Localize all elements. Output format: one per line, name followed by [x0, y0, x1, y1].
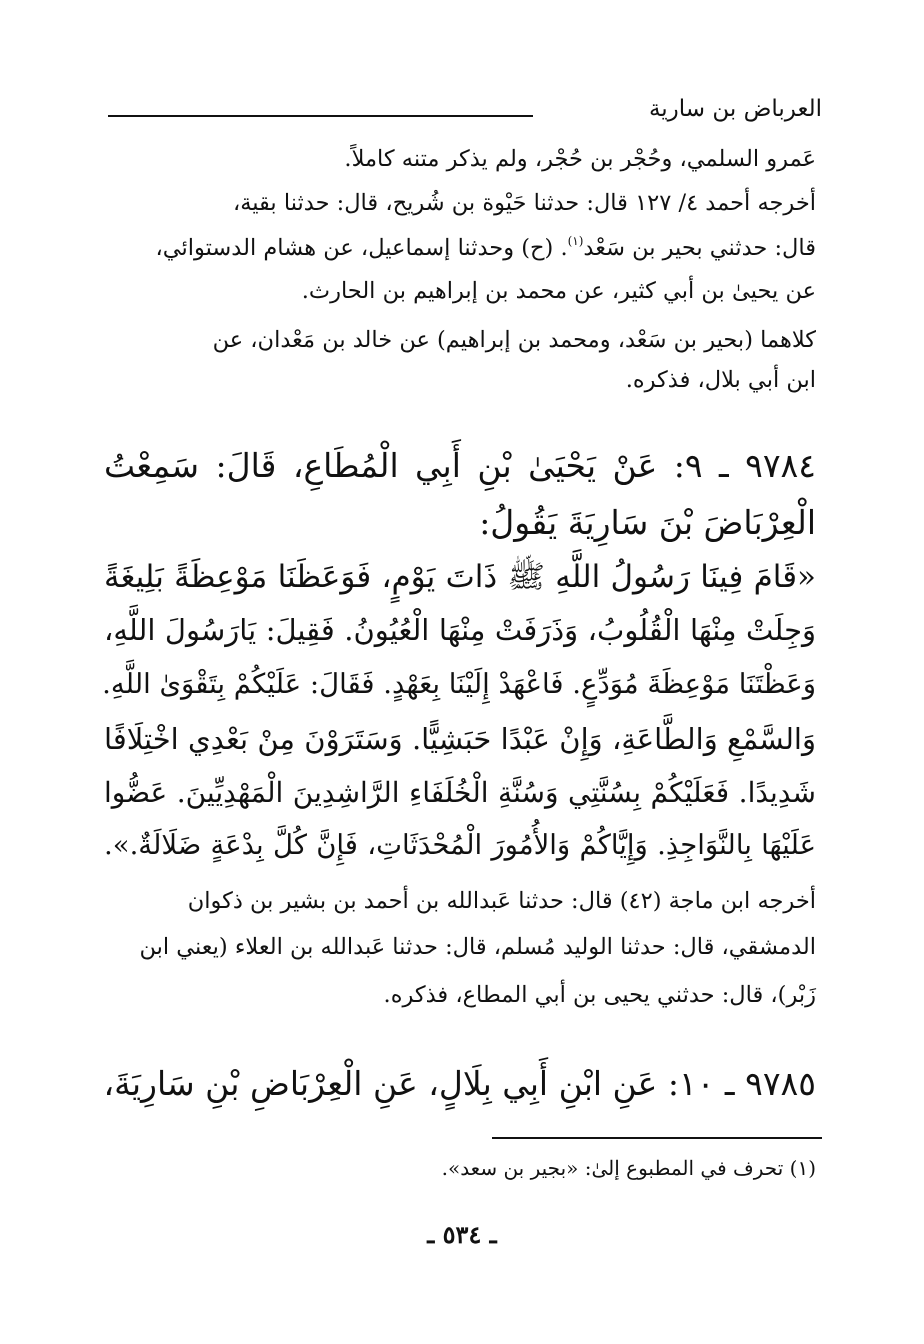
footnote-number: (١): [789, 1156, 816, 1180]
hadith-9784-matn-2: وَجِلَتْ مِنْهَا الْقُلُوبُ، وَذَرَفَتْ مِنْهَا الْعُيُونُ. فَقِيلَ: يَارَسُولَ اللَّهِ،: [104, 613, 816, 647]
header-rule: [108, 115, 533, 117]
hadith-9784-matn-1: «قَامَ فِينَا رَسُولُ اللَّهِ ﷺ ذَاتَ يَوْمٍ، فَوَعَظَنَا مَوْعِظَةً بَلِيغَةً: [104, 559, 816, 595]
footnote-text: تحرف في المطبوع إلىٰ: «بجير بن سعد».: [441, 1156, 784, 1180]
top-text-line-1: عَمرو السلمي، وحُجْر بن حُجْر، ولم يذكر متنه كاملاً.: [344, 146, 816, 172]
hadith-9784-heading-2: الْعِرْبَاضَ بْنَ سَارِيَةَ يَقُولُ:: [479, 503, 816, 542]
top-text-line-5: كلاهما (بحير بن سَعْد، ومحمد بن إبراهيم) عن خالد بن مَعْدان، عن: [212, 327, 816, 353]
top-text-line-4: عن يحيىٰ بن أبي كثير، عن محمد بن إبراهيم بن الحارث.: [301, 278, 816, 304]
top-text-line-3b: . (ح) وحدثنا إسماعيل، عن هشام الدستوائي،: [155, 235, 568, 261]
footnote-marker: (١): [567, 234, 584, 248]
takhrij-line-3: زَبْر)، قال: حدثني يحيى بن أبي المطاع، فذكره.: [383, 982, 816, 1008]
top-text-line-3a: قال: حدثني بحير بن سَعْد: [583, 235, 816, 261]
top-text-line-3: [155, 234, 816, 261]
hadith-9784-matn-5: شَدِيدًا. فَعَلَيْكُمْ بِسُنَّتِي وَسُنَّةِ الْخُلَفَاءِ الرَّاشِدِينَ الْمَهْدِيِّينَ. عَضُّوا: [104, 776, 816, 809]
page-number: ـ ٥٣٤ ـ: [427, 1220, 497, 1249]
hadith-9784-heading-1: ٩٧٨٤ ـ ٩: عَنْ يَحْيَىٰ بْنِ أَبِي الْمُطَاعِ، قَالَ: سَمِعْتُ: [104, 446, 817, 485]
takhrij-line-1: أخرجه ابن ماجة (٤٢) قال: حدثنا عَبدالله بن أحمد بن بشير بن ذكوان: [187, 888, 816, 914]
hadith-9784-matn-4: وَالسَّمْعِ وَالطَّاعَةِ، وَإِنْ عَبْدًا حَبَشِيًّا. وَسَتَرَوْنَ مِنْ بَعْدِي اخْتِلَافًا: [104, 722, 816, 756]
footnote-rule: [492, 1137, 822, 1139]
running-header: [108, 96, 822, 132]
top-text-line-2: أخرجه أحمد ٤/ ١٢٧ قال: حدثنا حَيْوة بن شُريح، قال: حدثنا بقية،: [232, 190, 816, 216]
hadith-9785-heading: ٩٧٨٥ ـ ١٠: عَنِ ابْنِ أَبِي بِلَالٍ، عَنِ الْعِرْبَاضِ بْنِ سَارِيَةَ،: [103, 1064, 816, 1103]
footnote: [442, 1156, 816, 1180]
header-title: العرباض بن سارية: [648, 96, 822, 122]
hadith-9784-matn-3: وَعَظْتَنَا مَوْعِظَةَ مُوَدِّعٍ. فَاعْهَدْ إِلَيْنَا بِعَهْدٍ. فَقَالَ: عَلَيْكُمْ بِتَقْوَىٰ اللَّهِ.: [102, 668, 816, 700]
top-text-line-6: ابن أبي بلال، فذكره.: [625, 367, 816, 393]
takhrij-line-2: الدمشقي، قال: حدثنا الوليد مُسلم، قال: حدثنا عَبدالله بن العلاء (يعني ابن: [139, 934, 816, 960]
hadith-9784-matn-6: عَلَيْهَا بِالنَّوَاجِذِ. وَإِيَّاكُمْ وَالأُمُورَ الْمُحْدَثَاتِ، فَإِنَّ كُلَّ بِدْعَةٍ ضَلَالَةٌ.».: [104, 829, 816, 861]
